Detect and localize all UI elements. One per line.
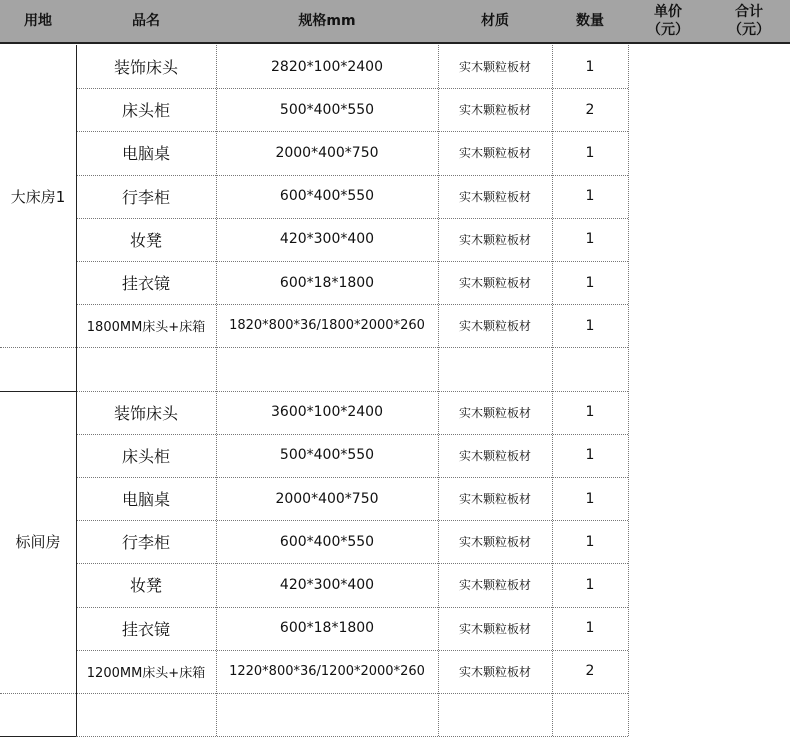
header-total: [708, 0, 790, 42]
cell-material: 实木颗粒板材: [458, 189, 531, 204]
header-spec: 规格mm: [298, 13, 356, 29]
cell-name: 电脑桌: [121, 490, 170, 510]
cell-qty: 1: [585, 58, 595, 75]
cell-spec: 1220*800*36/1200*2000*260: [229, 663, 425, 679]
row-divider: [76, 693, 628, 694]
header-name: 品名: [132, 13, 160, 29]
column-divider: [628, 45, 629, 736]
cell-name: 行李柜: [121, 533, 170, 553]
column-divider: [76, 45, 77, 736]
cell-material: 实木颗粒板材: [458, 492, 531, 507]
cell-name: 1200MM床头+床箱: [86, 665, 206, 681]
cell-name: 1800MM床头+床箱: [86, 320, 206, 336]
cell-material: 实木颗粒板材: [458, 578, 531, 593]
cell-qty: 1: [585, 576, 595, 593]
cell-usage: 大床房1: [10, 187, 66, 206]
cell-material: 实木颗粒板材: [458, 146, 531, 161]
usage-divider: [0, 347, 76, 348]
cell-spec: 500*400*550: [279, 447, 375, 464]
cell-name: 妆凳: [129, 576, 162, 596]
cell-material: 实木颗粒板材: [458, 276, 531, 291]
cell-material: 实木颗粒板材: [458, 60, 531, 75]
header-total-line2: （元）: [728, 22, 770, 38]
cell-material: 实木颗粒板材: [458, 405, 531, 420]
cell-spec: 600*400*550: [279, 533, 375, 550]
cell-material: 实木颗粒板材: [458, 535, 531, 550]
cell-material: 实木颗粒板材: [458, 232, 531, 247]
cell-qty: 1: [585, 274, 595, 291]
cell-material: 实木颗粒板材: [458, 319, 531, 334]
cell-qty: 2: [585, 663, 595, 680]
cell-material: 实木颗粒板材: [458, 621, 531, 636]
header-total-line1: 合计: [735, 4, 763, 20]
cell-spec: 420*300*400: [279, 231, 375, 248]
cell-qty: 1: [585, 620, 595, 637]
cell-qty: 1: [585, 231, 595, 248]
cell-spec: 600*400*550: [279, 188, 375, 205]
cell-spec: 500*400*550: [279, 101, 375, 118]
cell-name: 床头柜: [121, 446, 170, 466]
cell-qty: 1: [585, 144, 595, 161]
header-qty: 数量: [576, 13, 604, 29]
cell-material: 实木颗粒板材: [458, 664, 531, 679]
cell-name: 挂衣镜: [121, 619, 170, 639]
cell-name: 电脑桌: [121, 144, 170, 164]
header-unit-price-line2: （元）: [647, 22, 689, 38]
cell-qty: 1: [585, 490, 595, 507]
cell-spec: 1820*800*36/1800*2000*260: [229, 318, 425, 334]
cell-qty: 1: [585, 188, 595, 205]
header-unit-price: [628, 0, 708, 42]
cell-spec: 600*18*1800: [279, 274, 375, 291]
cell-spec: 2000*400*750: [275, 490, 379, 507]
row-divider: [76, 347, 628, 348]
column-divider: [216, 45, 217, 736]
header-material: 材质: [481, 13, 509, 29]
cell-qty: 1: [585, 447, 595, 464]
cell-spec: 420*300*400: [279, 576, 375, 593]
cell-spec: 600*18*1800: [279, 620, 375, 637]
column-divider: [552, 45, 553, 736]
cell-material: 实木颗粒板材: [458, 448, 531, 463]
cell-qty: 2: [585, 101, 595, 118]
header-usage: 用地: [24, 13, 52, 29]
cell-usage: 标间房: [15, 533, 61, 552]
cell-name: 装饰床头: [113, 58, 178, 78]
cell-name: 挂衣镜: [121, 274, 170, 294]
cell-spec: 2000*400*750: [275, 144, 379, 161]
cell-qty: 1: [585, 404, 595, 421]
cell-spec: 2820*100*2400: [271, 58, 383, 75]
table-header: [0, 0, 790, 44]
column-divider: [438, 45, 439, 736]
cell-name: 妆凳: [129, 230, 162, 250]
cell-name: 装饰床头: [113, 403, 178, 423]
usage-divider: [0, 693, 76, 694]
cell-qty: 1: [585, 317, 595, 334]
cell-name: 床头柜: [121, 101, 170, 121]
cell-qty: 1: [585, 533, 595, 550]
cell-material: 实木颗粒板材: [458, 103, 531, 118]
header-unit-price-line1: 单价: [654, 4, 682, 20]
cell-name: 行李柜: [121, 187, 170, 207]
cell-spec: 3600*100*2400: [271, 404, 383, 421]
